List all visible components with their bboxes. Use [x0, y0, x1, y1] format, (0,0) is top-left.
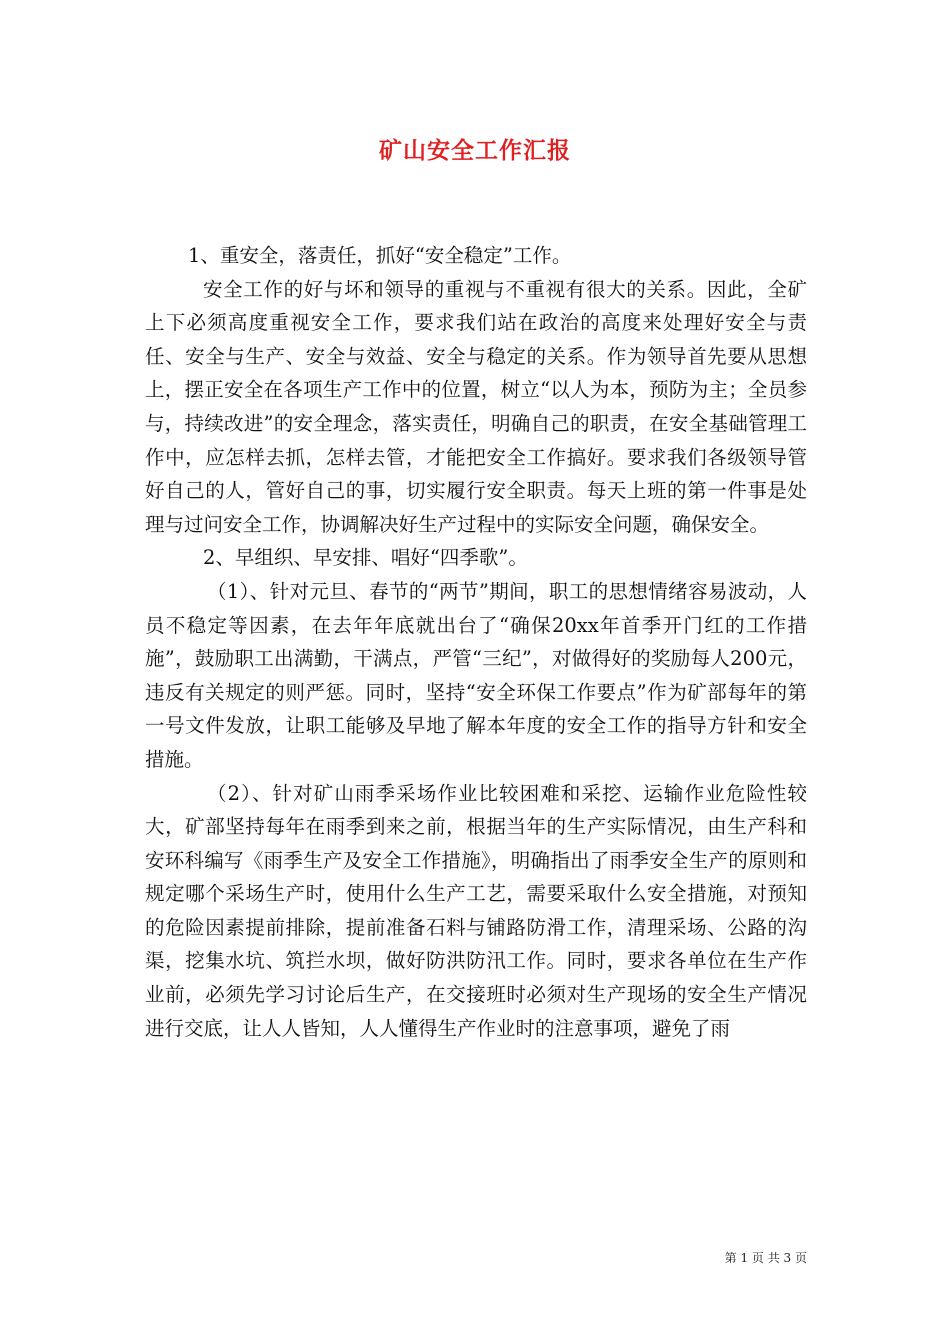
section-heading-1: 1、重安全，落责任，抓好“安全稳定”工作。	[188, 244, 572, 267]
paragraph-3: （2）、针对矿山雨季采场作业比较困难和采挖、运输作业危险性较大，矿部坚持每年在雨季到来之前，根据当年的生产实际情况，由生产科和安环科编写《雨季生产及安全工作措施》，明确指出了雨季安全生产的原则和规定哪个采场生产时，使用什么生产工艺，需要采取什么安全措施，对预知的危险因素提前排除，提前准备石料与铺路防滑工作，清理采场、公路的沟渠，挖集水坑、筑拦水坝，做好防洪防汛工作。同时，要求各单位在生产作业前，必须先学习讨论后生产，在交接班时必须对生产现场的安全生产情况进行交底，让人人皆知，人人懂得生产作业时的注意事项，避免了雨	[145, 781, 807, 1040]
paragraph-2: （1）、针对元旦、春节的“两节”期间，职工的思想情绪容易波动，人员不稳定等因素，在去年年底就出台了“确保20xx年首季开门红的工作措施”，鼓励职工出满勤，干满点，严管“三纪”，对做得好的奖励每人200元，违反有关规定的则严惩。同时，坚持“安全环保工作要点”作为矿部每年的第一号文件发放，让职工能够及早地了解本年度的安全工作的指导方针和安全措施。	[145, 579, 807, 771]
document-body	[145, 239, 807, 1045]
paragraph-1: 安全工作的好与坏和领导的重视与不重视有很大的关系。因此，全矿上下必须高度重视安全工作，要求我们站在政治的高度来处理好安全与责任、安全与生产、安全与效益、安全与稳定的关系。作为领导首先要从思想上，摆正安全在各项生产工作中的位置，树立“以人为本，预防为主；全员参与，持续改进”的安全理念，落实责任，明确自己的职责，在安全基础管理工作中，应怎样去抓，怎样去管，才能把安全工作搞好。要求我们各级领导管好自己的人，管好自己的事，切实履行安全职责。每天上班的第一件事是处理与过问安全工作，协调解决好生产过程中的实际安全问题，确保安全。	[145, 277, 807, 536]
document-title: 矿山安全工作汇报	[379, 137, 571, 164]
section-heading-2: 2、早组织、早安排、唱好“四季歌”。	[203, 546, 528, 570]
page-number: 第 1 页 共 3 页	[724, 1251, 807, 1265]
